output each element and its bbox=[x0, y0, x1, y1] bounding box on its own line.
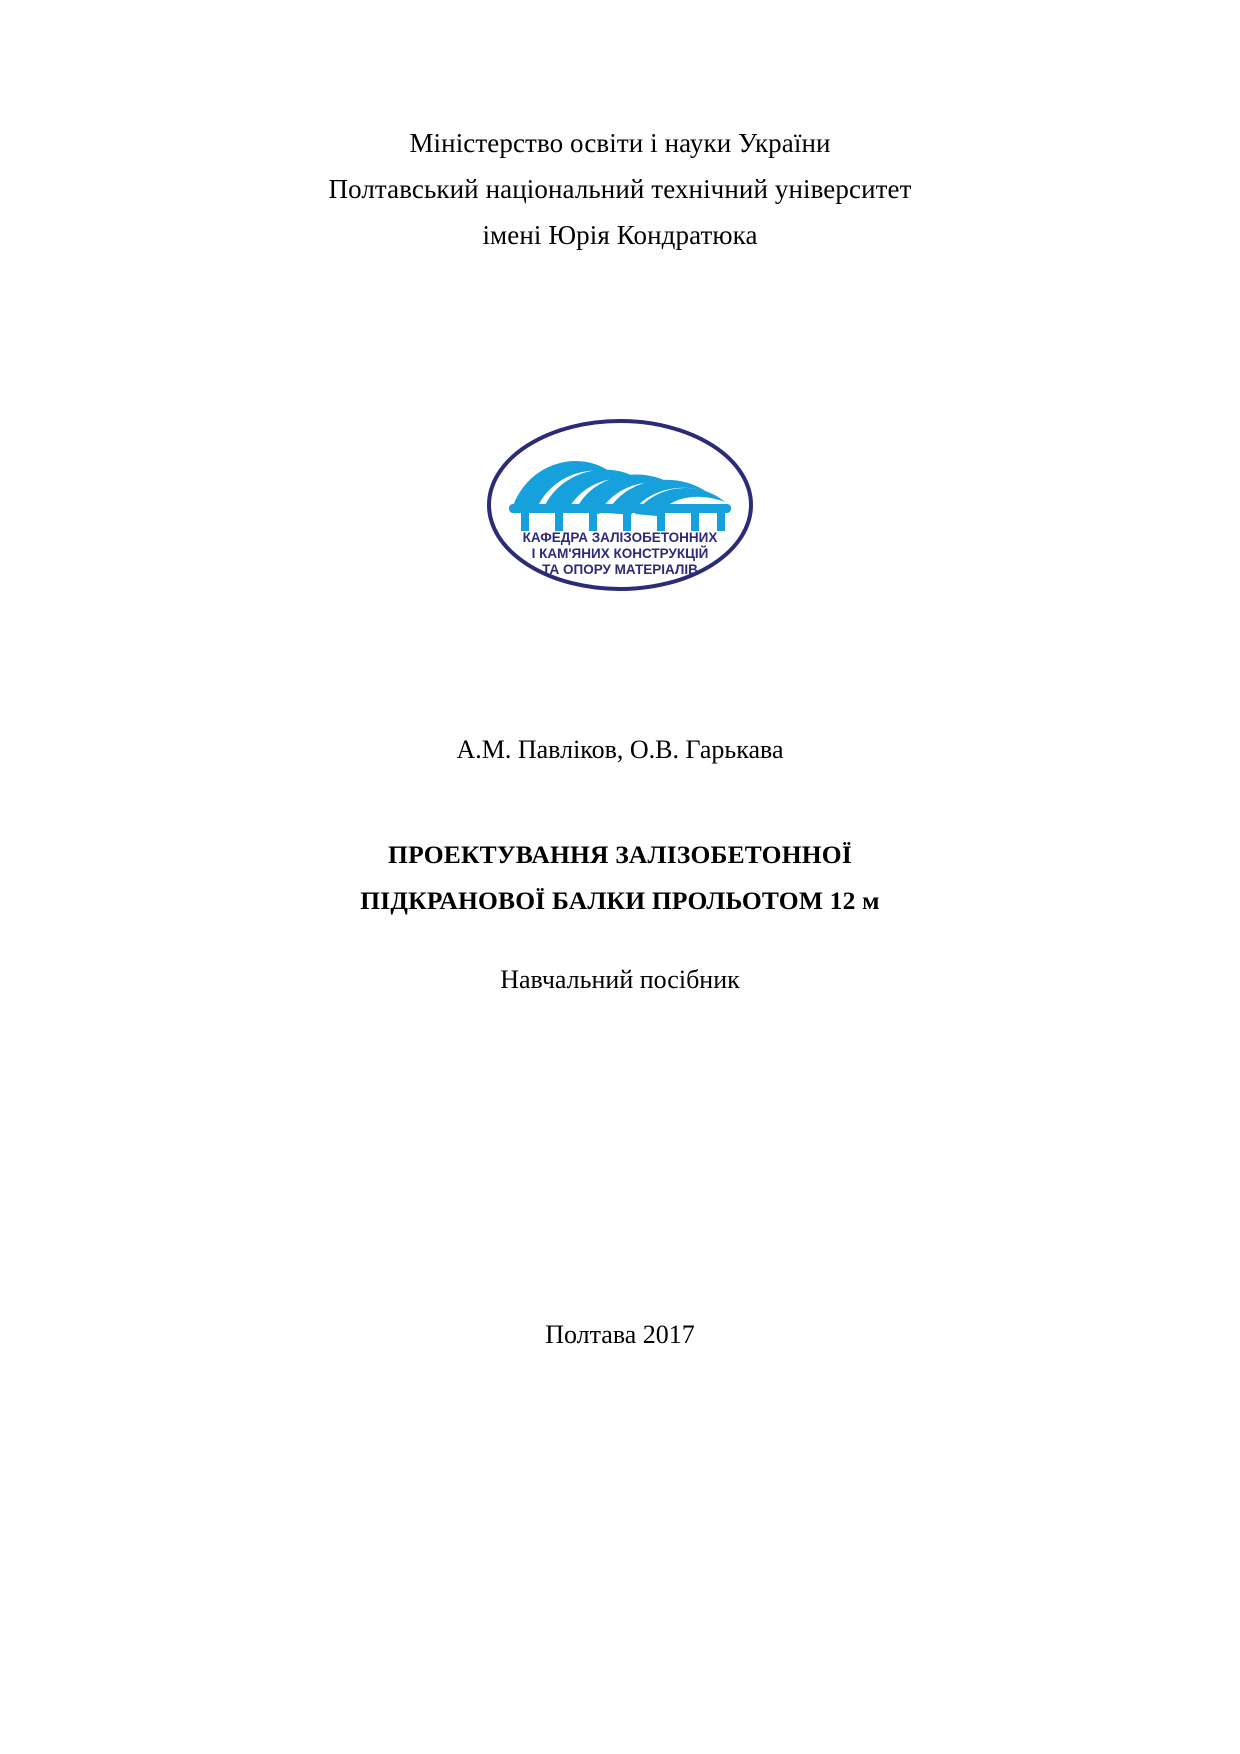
department-emblem-icon bbox=[485, 418, 755, 593]
document-subtitle: Навчальний посібник bbox=[500, 965, 740, 994]
authors-line: А.М. Павліков, О.В. Гарькава bbox=[456, 735, 784, 764]
title-line-1: ПРОЕКТУВАННЯ ЗАЛІЗОБЕТОННОЇ bbox=[388, 840, 852, 869]
university-line-1: Полтавський національний технічний університет bbox=[328, 174, 912, 204]
svg-text:КАФЕДРА ЗАЛІЗОБЕТОННИХ: КАФЕДРА ЗАЛІЗОБЕТОННИХ bbox=[522, 530, 718, 545]
logo-container bbox=[0, 418, 1240, 593]
place-and-year: Полтава 2017 bbox=[545, 1320, 695, 1349]
university-line-2: імені Юрія Кондратюка bbox=[482, 220, 758, 250]
document-title bbox=[0, 832, 1240, 924]
title-line-2: ПІДКРАНОВОЇ БАЛКИ ПРОЛЬОТОМ 12 м bbox=[360, 886, 880, 915]
ministry-line: Міністерство освіти і науки України bbox=[409, 128, 831, 158]
svg-text:ТА ОПОРУ МАТЕРІАЛІВ: ТА ОПОРУ МАТЕРІАЛІВ bbox=[542, 562, 698, 577]
svg-text:І КАМ'ЯНИХ КОНСТРУКЦІЙ: І КАМ'ЯНИХ КОНСТРУКЦІЙ bbox=[531, 546, 709, 561]
institution-header bbox=[0, 120, 1240, 258]
